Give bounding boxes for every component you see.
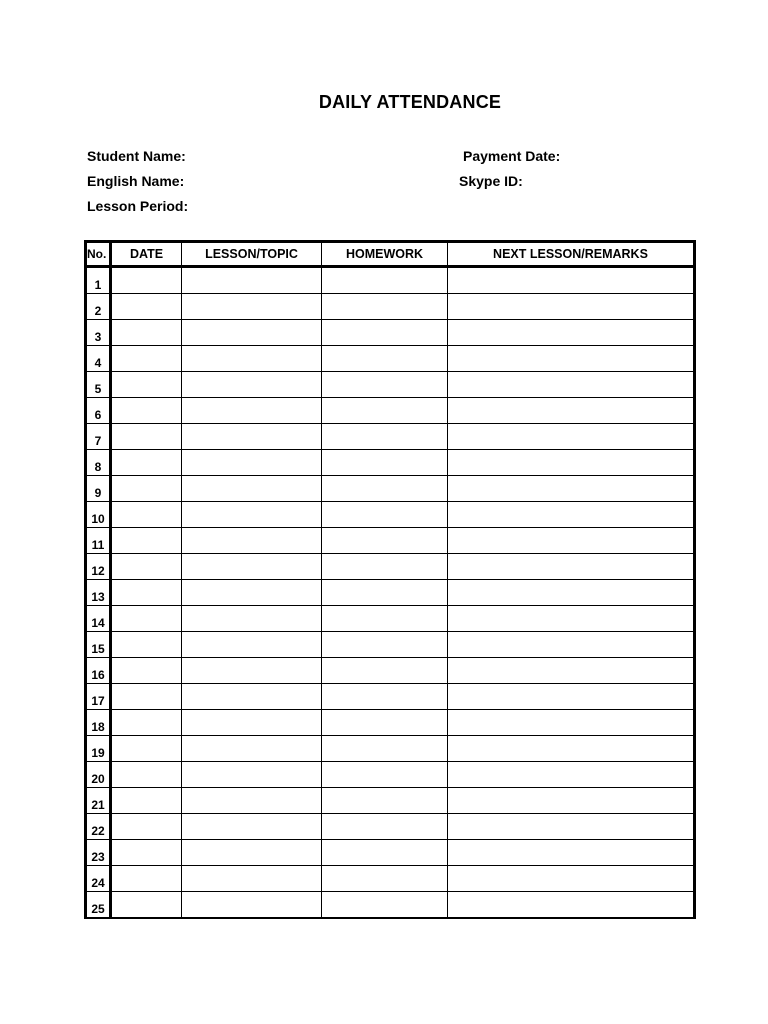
- date-cell[interactable]: [111, 372, 182, 398]
- homework-cell[interactable]: [322, 450, 448, 476]
- remarks-cell[interactable]: [448, 398, 695, 424]
- table-row: [86, 476, 695, 502]
- date-cell[interactable]: [111, 892, 182, 919]
- student-name-label: Student Name:: [87, 148, 186, 164]
- homework-cell[interactable]: [322, 840, 448, 866]
- table-row: [86, 372, 695, 398]
- lesson-topic-cell[interactable]: [182, 892, 322, 919]
- date-cell[interactable]: [111, 762, 182, 788]
- lesson-topic-cell[interactable]: [182, 684, 322, 710]
- row-number: 4: [86, 346, 111, 372]
- remarks-cell[interactable]: [448, 554, 695, 580]
- row-number: 15: [86, 632, 111, 658]
- row-number: 21: [86, 788, 111, 814]
- homework-cell[interactable]: [322, 320, 448, 346]
- payment-date-label: Payment Date:: [463, 148, 561, 164]
- table-row: [86, 528, 695, 554]
- date-cell[interactable]: [111, 840, 182, 866]
- lesson-topic-cell[interactable]: [182, 866, 322, 892]
- date-cell[interactable]: [111, 502, 182, 528]
- lesson-topic-cell[interactable]: [182, 554, 322, 580]
- table-row: [86, 840, 695, 866]
- lesson-topic-cell[interactable]: [182, 736, 322, 762]
- remarks-cell[interactable]: [448, 866, 695, 892]
- row-number: 11: [86, 528, 111, 554]
- row-number: 8: [86, 450, 111, 476]
- lesson-topic-cell[interactable]: [182, 267, 322, 294]
- table-row: [86, 502, 695, 528]
- remarks-cell[interactable]: [448, 788, 695, 814]
- remarks-cell[interactable]: [448, 424, 695, 450]
- date-cell[interactable]: [111, 450, 182, 476]
- page-title: DAILY ATTENDANCE: [318, 92, 502, 112]
- date-cell[interactable]: [111, 814, 182, 840]
- lesson-topic-cell[interactable]: [182, 502, 322, 528]
- lesson-topic-cell[interactable]: [182, 814, 322, 840]
- table-row: [86, 814, 695, 840]
- date-cell[interactable]: [111, 528, 182, 554]
- lesson-topic-cell[interactable]: [182, 294, 322, 320]
- homework-cell[interactable]: [322, 580, 448, 606]
- lesson-topic-cell[interactable]: [182, 372, 322, 398]
- lesson-topic-cell[interactable]: [182, 398, 322, 424]
- homework-cell[interactable]: [322, 554, 448, 580]
- homework-cell[interactable]: [322, 658, 448, 684]
- lesson-topic-cell[interactable]: [182, 658, 322, 684]
- lesson-period-label: Lesson Period:: [87, 198, 189, 214]
- row-number: 22: [86, 814, 111, 840]
- date-cell[interactable]: [111, 424, 182, 450]
- homework-cell[interactable]: [322, 788, 448, 814]
- row-number: 20: [86, 762, 111, 788]
- remarks-cell[interactable]: [448, 320, 695, 346]
- row-number: 3: [86, 320, 111, 346]
- lesson-topic-cell[interactable]: [182, 710, 322, 736]
- homework-cell[interactable]: [322, 892, 448, 919]
- date-cell[interactable]: [111, 866, 182, 892]
- homework-cell[interactable]: [322, 294, 448, 320]
- homework-cell[interactable]: [322, 736, 448, 762]
- lesson-topic-cell[interactable]: [182, 632, 322, 658]
- homework-cell[interactable]: [322, 814, 448, 840]
- table-row: [86, 580, 695, 606]
- date-cell[interactable]: [111, 580, 182, 606]
- english-name-label: English Name:: [87, 173, 185, 189]
- header-next-lesson-remarks: NEXT LESSON/REMARKS: [448, 242, 695, 267]
- homework-cell[interactable]: [322, 866, 448, 892]
- row-number: 24: [86, 866, 111, 892]
- header-date: DATE: [111, 242, 182, 267]
- row-number: 2: [86, 294, 111, 320]
- remarks-cell[interactable]: [448, 840, 695, 866]
- remarks-cell[interactable]: [448, 450, 695, 476]
- homework-cell[interactable]: [322, 606, 448, 632]
- header-homework: HOMEWORK: [322, 242, 448, 267]
- date-cell[interactable]: [111, 684, 182, 710]
- homework-cell[interactable]: [322, 632, 448, 658]
- remarks-cell[interactable]: [448, 294, 695, 320]
- table-row: [86, 267, 695, 294]
- attendance-table: [84, 240, 696, 919]
- table-row: [86, 710, 695, 736]
- homework-cell[interactable]: [322, 710, 448, 736]
- date-cell[interactable]: [111, 632, 182, 658]
- lesson-topic-cell[interactable]: [182, 346, 322, 372]
- table-row: [86, 554, 695, 580]
- homework-cell[interactable]: [322, 528, 448, 554]
- date-cell[interactable]: [111, 788, 182, 814]
- row-number: 12: [86, 554, 111, 580]
- lesson-topic-cell[interactable]: [182, 424, 322, 450]
- remarks-cell[interactable]: [448, 658, 695, 684]
- lesson-topic-cell[interactable]: [182, 580, 322, 606]
- table-row: [86, 632, 695, 658]
- table-header-row: [86, 242, 695, 267]
- date-cell[interactable]: [111, 294, 182, 320]
- row-number: 9: [86, 476, 111, 502]
- date-cell[interactable]: [111, 554, 182, 580]
- row-number: 5: [86, 372, 111, 398]
- homework-cell[interactable]: [322, 684, 448, 710]
- row-number: 13: [86, 580, 111, 606]
- date-cell[interactable]: [111, 736, 182, 762]
- remarks-cell[interactable]: [448, 476, 695, 502]
- remarks-cell[interactable]: [448, 267, 695, 294]
- row-number: 14: [86, 606, 111, 632]
- remarks-cell[interactable]: [448, 372, 695, 398]
- date-cell[interactable]: [111, 658, 182, 684]
- remarks-cell[interactable]: [448, 892, 695, 919]
- row-number: 6: [86, 398, 111, 424]
- remarks-cell[interactable]: [448, 762, 695, 788]
- homework-cell[interactable]: [322, 762, 448, 788]
- table-row: [86, 866, 695, 892]
- homework-cell[interactable]: [322, 372, 448, 398]
- row-number: 25: [86, 892, 111, 919]
- date-cell[interactable]: [111, 710, 182, 736]
- row-number: 23: [86, 840, 111, 866]
- lesson-topic-cell[interactable]: [182, 762, 322, 788]
- table-row: [86, 398, 695, 424]
- table-row: [86, 762, 695, 788]
- date-cell[interactable]: [111, 320, 182, 346]
- lesson-topic-cell[interactable]: [182, 528, 322, 554]
- homework-cell[interactable]: [322, 424, 448, 450]
- row-number: 16: [86, 658, 111, 684]
- remarks-cell[interactable]: [448, 528, 695, 554]
- skype-id-label: Skype ID:: [459, 173, 523, 189]
- remarks-cell[interactable]: [448, 346, 695, 372]
- row-number: 1: [86, 267, 111, 294]
- remarks-cell[interactable]: [448, 632, 695, 658]
- table-row: [86, 788, 695, 814]
- table-row: [86, 320, 695, 346]
- table-row: [86, 658, 695, 684]
- table-row: [86, 892, 695, 919]
- date-cell[interactable]: [111, 606, 182, 632]
- row-number: 10: [86, 502, 111, 528]
- lesson-topic-cell[interactable]: [182, 606, 322, 632]
- table-row: [86, 294, 695, 320]
- remarks-cell[interactable]: [448, 736, 695, 762]
- homework-cell[interactable]: [322, 398, 448, 424]
- lesson-topic-cell[interactable]: [182, 450, 322, 476]
- remarks-cell[interactable]: [448, 684, 695, 710]
- table-row: [86, 606, 695, 632]
- table-row: [86, 684, 695, 710]
- homework-cell[interactable]: [322, 267, 448, 294]
- date-cell[interactable]: [111, 267, 182, 294]
- row-number: 19: [86, 736, 111, 762]
- remarks-cell[interactable]: [448, 814, 695, 840]
- table-row: [86, 736, 695, 762]
- date-cell[interactable]: [111, 476, 182, 502]
- date-cell[interactable]: [111, 346, 182, 372]
- lesson-topic-cell[interactable]: [182, 788, 322, 814]
- homework-cell[interactable]: [322, 476, 448, 502]
- lesson-topic-cell[interactable]: [182, 840, 322, 866]
- remarks-cell[interactable]: [448, 580, 695, 606]
- lesson-topic-cell[interactable]: [182, 476, 322, 502]
- table-row: [86, 450, 695, 476]
- remarks-cell[interactable]: [448, 502, 695, 528]
- header-no: No.: [86, 242, 111, 267]
- remarks-cell[interactable]: [448, 606, 695, 632]
- header-lesson-topic: LESSON/TOPIC: [182, 242, 322, 267]
- row-number: 17: [86, 684, 111, 710]
- remarks-cell[interactable]: [448, 710, 695, 736]
- table-row: [86, 346, 695, 372]
- row-number: 7: [86, 424, 111, 450]
- date-cell[interactable]: [111, 398, 182, 424]
- row-number: 18: [86, 710, 111, 736]
- table-row: [86, 424, 695, 450]
- homework-cell[interactable]: [322, 346, 448, 372]
- table-body: [86, 267, 695, 919]
- lesson-topic-cell[interactable]: [182, 320, 322, 346]
- homework-cell[interactable]: [322, 502, 448, 528]
